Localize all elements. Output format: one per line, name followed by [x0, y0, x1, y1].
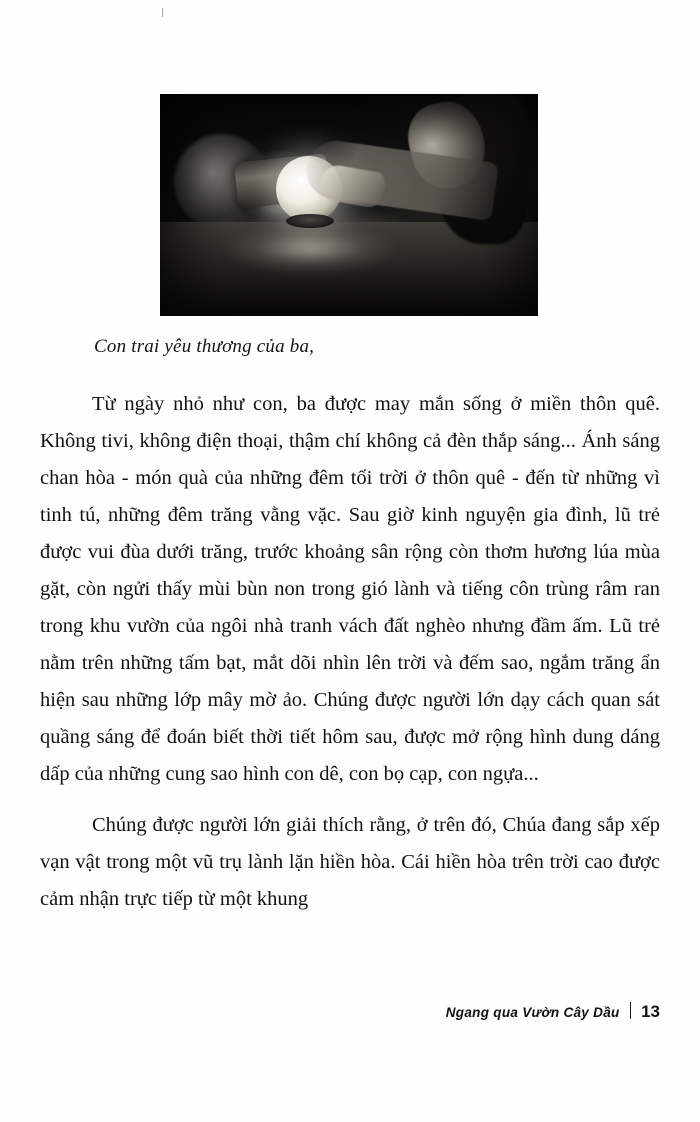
- footer-divider: [630, 1002, 632, 1019]
- body-text: [40, 386, 660, 918]
- page-footer: [40, 1000, 660, 1022]
- photo-vignette: [160, 94, 538, 316]
- paragraph: Chúng được người lớn giải thích rằng, ở trên đó, Chúa đang sắp xếp vạn vật trong một vũ trụ lành lặn hiền hòa. Cái hiền hòa trên trời cao được cảm nhận trực tiếp từ một khung: [40, 814, 660, 910]
- child-with-glowing-globe-photo: [160, 94, 538, 316]
- page-number: 13: [641, 1002, 660, 1021]
- paragraph: Từ ngày nhỏ như con, ba được may mắn sống ở miền thôn quê. Không tivi, không điện thoại, thậm chí không cả đèn thắp sáng... Ánh sáng chan hòa - món quà của những đêm tối trời ở thôn quê - đến từ những vì tinh tú, những đêm trăng vằng vặc. Sau giờ kinh nguyện gia đình, lũ trẻ được vui đùa dưới trăng, trước khoảng sân rộng còn thơm hương lúa mùa gặt, còn ngửi thấy mùi bùn non trong gió lành và tiếng côn trùng râm ran trong khu vườn của ngôi nhà tranh vách đất nghèo nhưng đầm ấm. Lũ trẻ nằm trên những tấm bạt, mắt dõi nhìn lên trời và đếm sao, ngắm trăng ẩn hiện sau những lớp mây mờ ảo. Chúng được người lớn dạy cách quan sát quầng sáng để đoán biết thời tiết hôm sau, được mở rộng hình dung dáng dấp của những cung sao hình con dê, con bọ cạp, con ngựa...: [40, 393, 660, 785]
- photo-scene: [160, 94, 538, 316]
- crop-mark: [162, 8, 163, 17]
- salutation: Con trai yêu thương của ba,: [94, 336, 315, 357]
- running-head: Ngang qua Vườn Cây Dầu: [445, 1005, 620, 1020]
